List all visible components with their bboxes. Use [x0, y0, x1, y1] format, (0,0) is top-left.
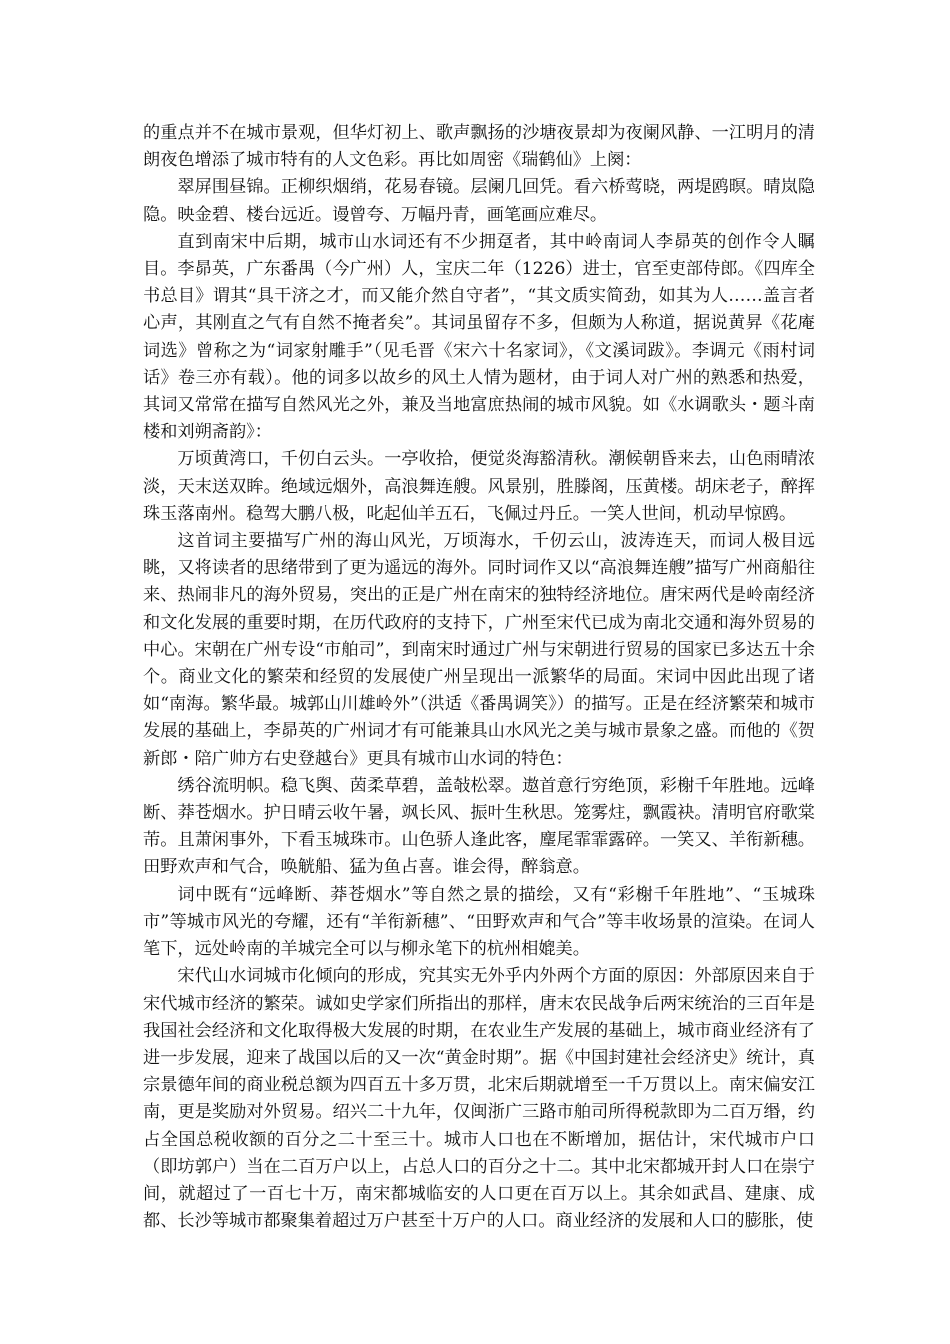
- paragraph: 词中既有“远峰断、莽苍烟水”等自然之景的描绘，又有“彩榭千年胜地”、“玉城珠市”等城市风光的夸耀，还有“羊衔新穗”、“田野欢声和气合”等丰收场景的渲染。在词人笔下，远处岭南的羊城完全可以与柳永笔下的杭州相媲美。: [143, 884, 815, 960]
- document-page: [143, 120, 815, 1235]
- paragraph: 绣谷流明帜。稳飞舆、茵柔草碧，盖敧松翠。遨首意行穷绝顶，彩榭千年胜地。远峰断、莽苍烟水。护日晴云收午暑，飒长风、振叶生秋思。笼雾炷，飘霞袂。清明官府歌棠芾。且萧闲事外，下看玉城珠市。山色骄人逢此客，麈尾霏霏露碎。一笑又、羊衔新穗。田野欢声和气合，唤觥船、猛为鱼占喜。谁会得，醉翁意。: [143, 775, 815, 878]
- paragraph: 万顷黄湾口，千仞白云头。一亭收拾，便觉炎海豁清秋。潮候朝昏来去，山色雨晴浓淡，天末送双眸。绝域远烟外，高浪舞连艘。风景别，胜滕阁，压黄楼。胡床老子，醉挥珠玉落南州。稳驾大鹏八极，叱起仙羊五石，飞佩过丹丘。一笑人世间，机动早惊鸥。: [143, 449, 815, 524]
- paragraph: 宋代山水词城市化倾向的形成，究其实无外乎内外两个方面的原因：外部原因来自于宋代城市经济的繁荣。诚如史学家们所指出的那样，唐末农民战争后两宋统治的三百年是我国社会经济和文化取得极大发展的时期，在农业生产发展的基础上，城市商业经济有了进一步发展，迎来了战国以后的又一次“黄金时期”。据《中国封建社会经济史》统计，真宗景德年间的商业税总额为四百五十多万贯，北宋后期就增至一千万贯以上。南宋偏安江南，更是奖励对外贸易。绍兴二十九年，仅闽浙广三路市舶司所得税款即为二百万缗，约占全国总税收额的百分之二十至三十。城市人口也在不断增加，据估计，宋代城市户口（即坊郭户）当在二百万户以上，占总人口的百分之十二。其中北宋都城开封人口在崇宁间，就超过了一百七十万，南宋都城临安的人口更在百万以上。其余如武昌、建康、成都、长沙等城市都聚集着超过万户甚至十万户的人口。商业经济的发展和人口的膨胀，使: [143, 966, 815, 1232]
- paragraph: 这首词主要描写广州的海山风光，万顷海水，千仞云山，波涛连天，而词人极目远眺，又将读者的思绪带到了更为遥远的海外。同时词作又以“高浪舞连艘”描写广州商船往来、热闹非凡的海外贸易，突出的正是广州在南宋的独特经济地位。唐宋两代是岭南经济和文化发展的重要时期，在历代政府的支持下，广州至宋代已成为南北交通和海外贸易的中心。宋朝在广州专设“市舶司”，到南宋时通过广州与宋朝进行贸易的国家已多达五十余个。商业文化的繁荣和经贸的发展使广州呈现出一派繁华的局面。宋词中因此出现了诸如“南海。繁华最。城郭山川雄岭外”（洪适《番禺调笑》）的描写。正是在经济繁荣和城市发展的基础上，李昴英的广州词才有可能兼具山水风光之美与城市景象之盛。而他的《贺新郎・陪广帅方右史登越台》更具有城市山水词的特色：: [143, 531, 815, 769]
- paragraph: 的重点并不在城市景观，但华灯初上、歌声飘扬的沙塘夜景却为夜阑风静、一江明月的清朗夜色增添了城市特有的人文色彩。再比如周密《瑞鹤仙》上阕：: [143, 123, 815, 171]
- paragraph: 直到南宋中后期，城市山水词还有不少拥趸者，其中岭南词人李昴英的创作令人瞩目。李昴英，广东番禺（今广州）人，宝庆二年（1226）进士，官至吏部侍郎。《四库全书总目》谓其“具干济之才，而又能介然自守者”，“其文质实简劲，如其为人……盖言者心声，其刚直之气有自然不掩者矣”。其词虽留存不多，但颇为人称道，据说黄昇《花庵词选》曾称之为“词家射雕手”（见毛晋《宋六十名家词》，《文溪词跋》。李调元《雨村词话》卷三亦有载）。他的词多以故乡的风土人情为题材，由于词人对广州的熟悉和热爱，其词又常常在描写自然风光之外，兼及当地富庶热闹的城市风貌。如《水调歌头・题斗南楼和刘朔斋韵》：: [143, 231, 815, 443]
- paragraph: 翠屏围昼锦。正柳织烟绡，花易春镜。层阑几回凭。看六桥莺晓，两堤鸥暝。晴岚隐隐。映金碧、楼台远近。谩曾夸、万幅丹青，画笔画应难尽。: [143, 177, 815, 225]
